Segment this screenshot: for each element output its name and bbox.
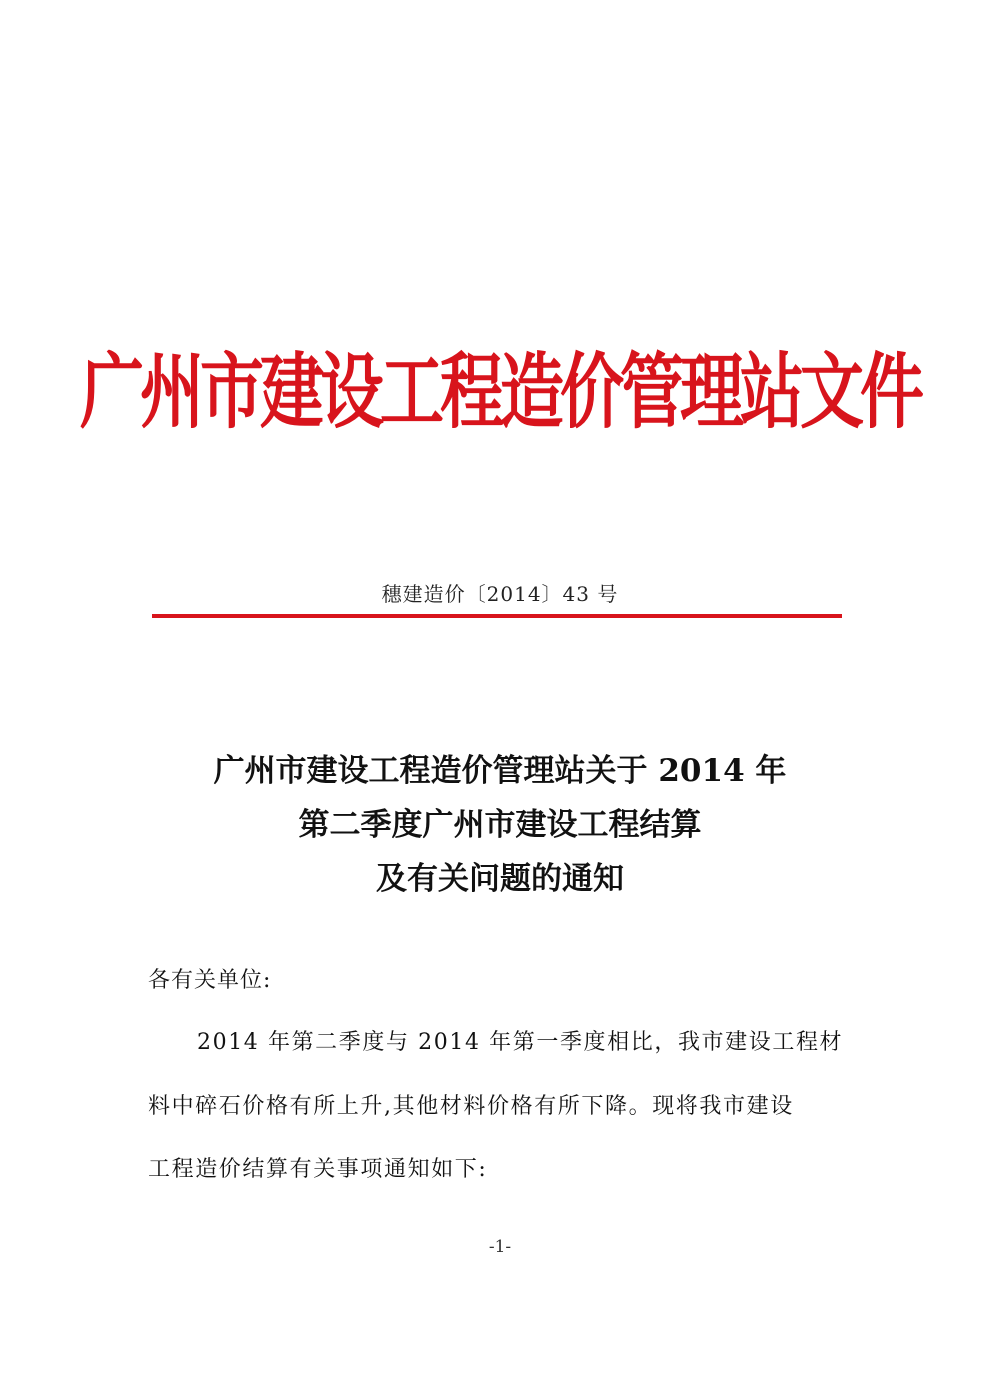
red-divider-rule — [152, 614, 842, 618]
body-text-line-2: 料中碎石价格有所上升,其他材料价格有所下降。现将我市建设 — [148, 1094, 794, 1119]
page-number: -1- — [488, 1237, 512, 1257]
notice-title-line-1: 广州市建设工程造价管理站关于 2014 年 — [213, 753, 787, 789]
document-number: 穗建造价〔2014〕43 号 — [381, 582, 619, 606]
salutation: 各有关单位: — [148, 968, 272, 993]
notice-title-line-3: 及有关问题的通知 — [376, 861, 624, 897]
body-text-line-1: 2014 年第二季度与 2014 年第一季度相比，我市建设工程材 — [197, 1030, 844, 1055]
body-text-line-3: 工程造价结算有关事项通知如下: — [148, 1157, 488, 1182]
notice-title-line-2: 第二季度广州市建设工程结算 — [298, 807, 702, 843]
agency-title: 广州市建设工程造价管理站文件 — [80, 345, 920, 441]
